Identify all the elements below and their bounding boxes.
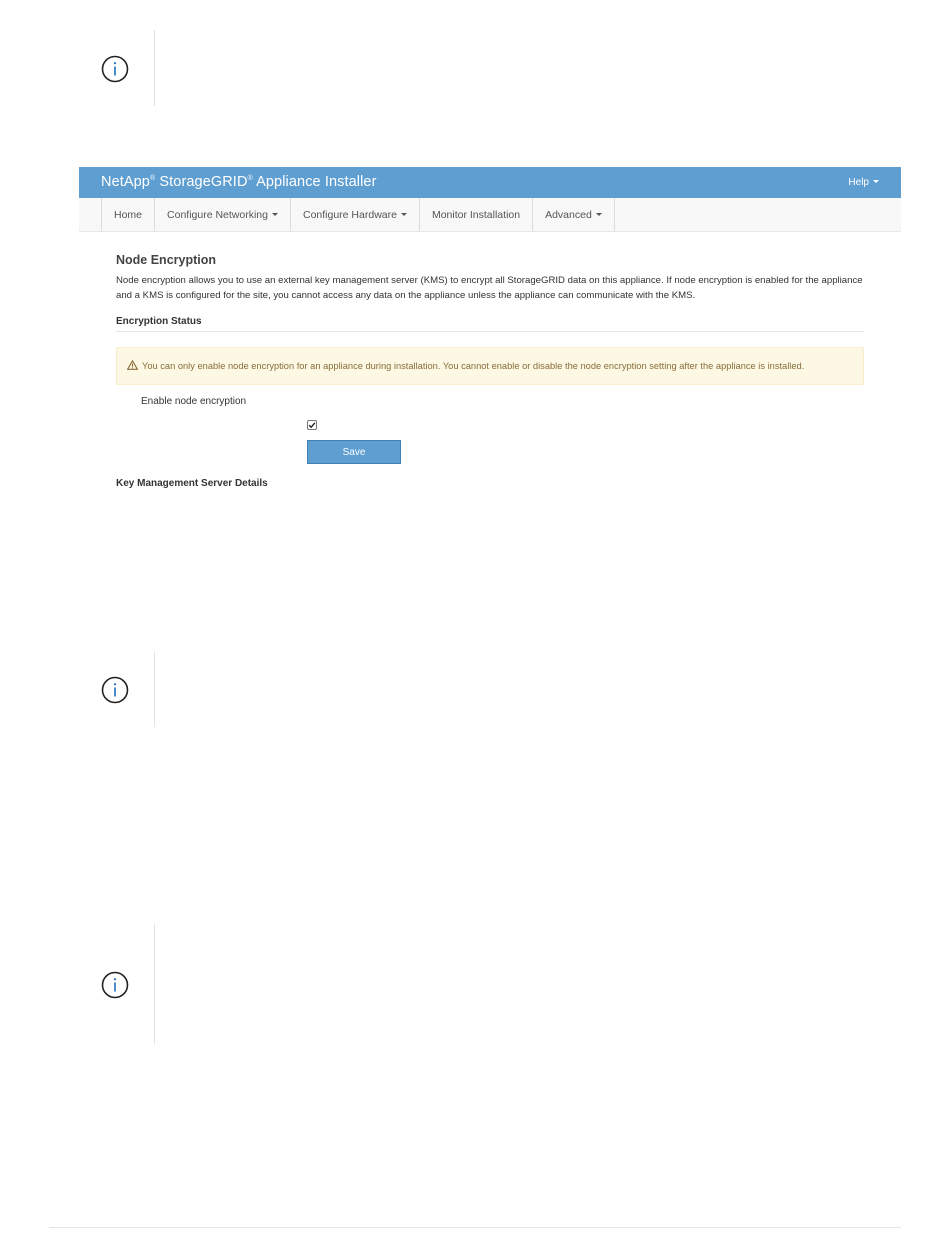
caret-down-icon [873,180,879,183]
footer-divider [49,1227,901,1228]
page-title: Node Encryption [116,253,217,267]
note-callout [98,651,155,727]
nav-configure-networking[interactable]: Configure Networking [155,198,291,231]
info-icon [100,54,130,89]
page-content [116,253,864,385]
encryption-status-heading: Encryption Status [116,316,864,332]
note-callout [98,30,155,106]
nav-configure-hardware[interactable]: Configure Hardware [291,198,420,231]
caret-down-icon [401,213,407,216]
help-menu[interactable]: Help [848,177,879,188]
save-button[interactable]: Save [307,440,401,464]
nav-monitor-installation[interactable]: Monitor Installation [420,198,533,231]
caret-down-icon [596,213,602,216]
nav-bar [79,198,901,232]
nav-home[interactable]: Home [102,198,155,231]
appliance-installer-screenshot [79,167,901,490]
warning-icon [127,360,138,372]
warning-alert: You can only enable node encryption for an appliance during installation. You cannot enable or disable the node encryption setting after the appliance is installed. [116,347,864,385]
info-icon [100,675,130,710]
info-icon [100,970,130,1005]
app-title: NetApp® StorageGRID® Appliance Installer [101,174,377,190]
kms-details-heading: Key Management Server Details [116,478,268,489]
note-callout [98,924,155,1044]
enable-encryption-label: Enable node encryption [141,396,247,407]
enable-encryption-checkbox[interactable] [307,417,317,435]
app-header [79,167,901,198]
nav-advanced[interactable]: Advanced [533,198,615,231]
caret-down-icon [272,213,278,216]
page-description: Node encryption allows you to use an external key management server (KMS) to encrypt all StorageGRID data on this appliance. If node encryption is enabled for the appliance and a KMS is configured for the site, you cannot access any data on the appliance unless the appliance can communicate with the KMS. [116,275,863,301]
